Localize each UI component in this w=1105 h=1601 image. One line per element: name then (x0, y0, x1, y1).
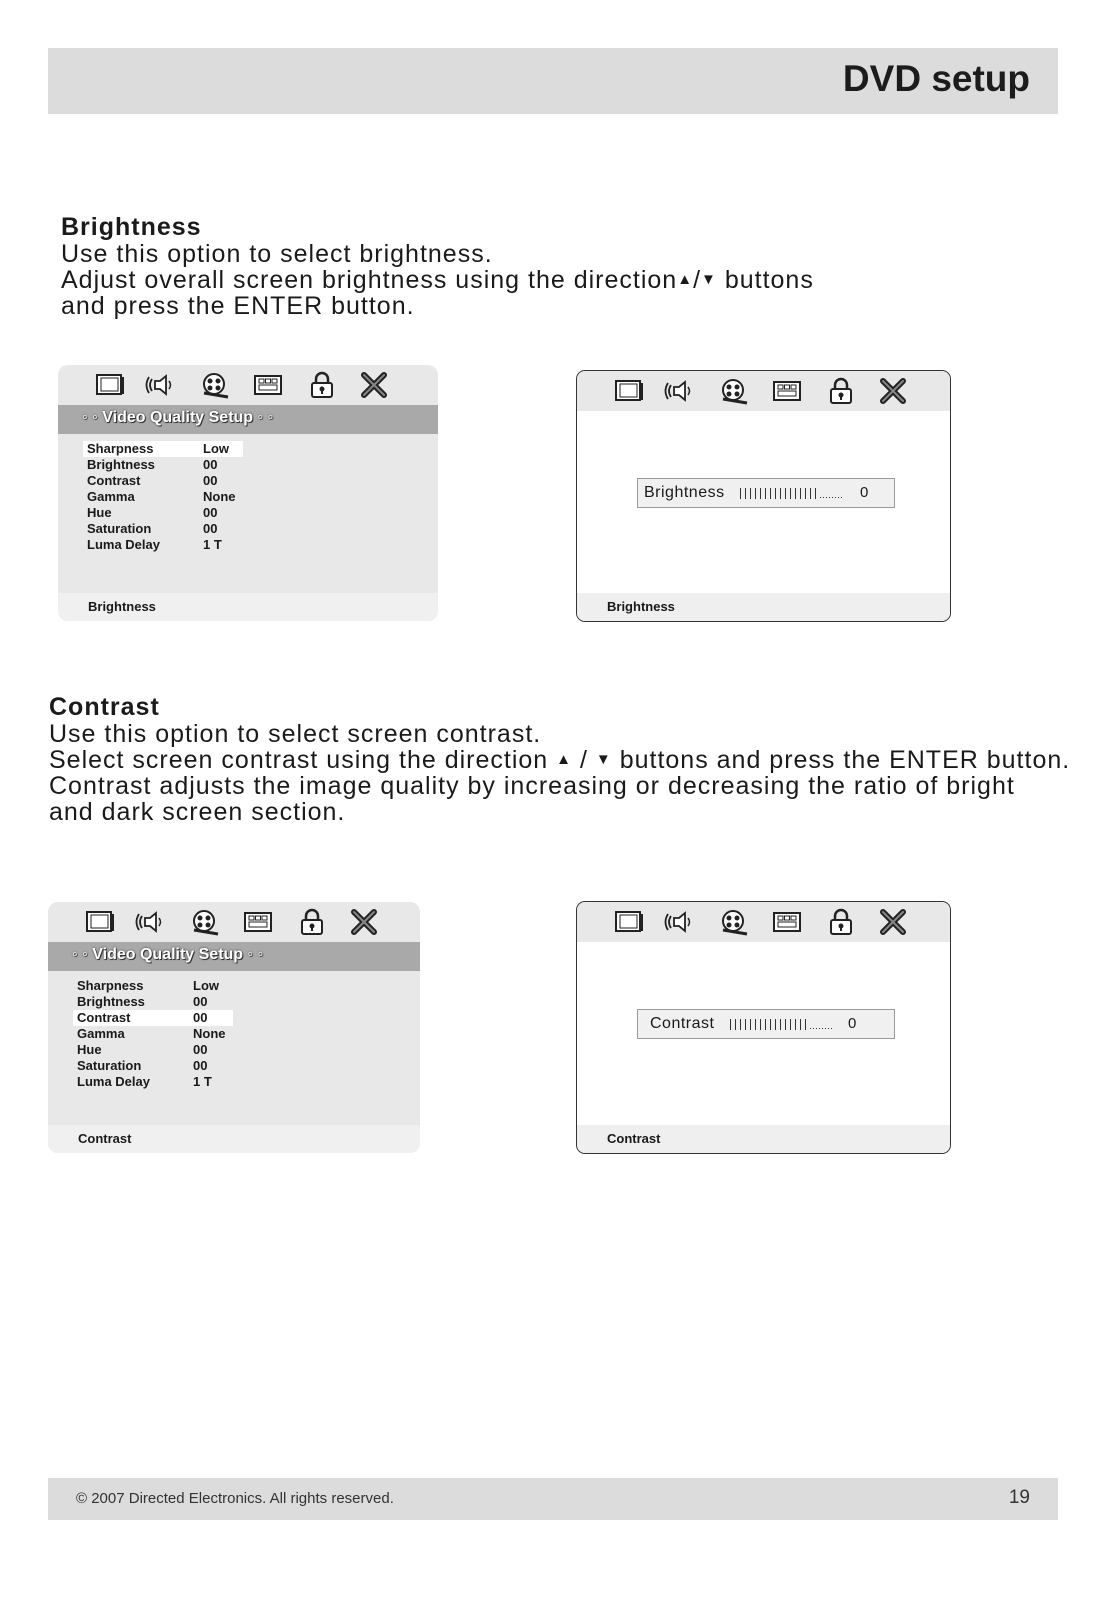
slider-dot (828, 1028, 829, 1029)
menu-row-label: Sharpness (77, 978, 144, 993)
slider-tick (795, 1019, 796, 1030)
brightness-slider[interactable] (637, 478, 895, 508)
slider-tick (745, 488, 746, 499)
slider-dot (838, 497, 839, 498)
slider-tick (770, 1019, 771, 1030)
menu-row-hue[interactable] (73, 1042, 233, 1058)
up-arrow-icon: ▲ (556, 751, 573, 768)
slider-tick (785, 1019, 786, 1030)
slider-tick (740, 1019, 741, 1030)
slider-tick (795, 488, 796, 499)
menu-row-value: 00 (203, 505, 218, 520)
osd-band-title: ◦ ◦ Video Quality Setup ◦ ◦ (72, 946, 264, 963)
slider-dot (831, 1028, 832, 1029)
slider-tick (815, 488, 816, 499)
menu-row-contrast[interactable] (83, 473, 243, 489)
menu-row-label: Luma Delay (87, 537, 160, 552)
brightness-line-2-text: Adjust overall screen brightness using the direction (61, 266, 678, 294)
down-arrow-icon: ▼ (595, 751, 612, 768)
menu-row-value: 00 (193, 994, 208, 1009)
slider-tick (800, 488, 801, 499)
slider-tick (785, 488, 786, 499)
brightness-line-1: Use this option to select brightness. (61, 240, 493, 268)
adjust-footer-label: Contrast (607, 1131, 661, 1146)
menu-row-label: Hue (87, 505, 112, 520)
tv-icon[interactable] (94, 371, 126, 401)
page-title: DVD setup (842, 58, 1030, 99)
slider-tick (735, 1019, 736, 1030)
slider-dot (826, 497, 827, 498)
speaker-icon[interactable] (135, 908, 167, 938)
slider-tick (745, 1019, 746, 1030)
slider-tick (750, 488, 751, 499)
panel-icon[interactable] (252, 371, 284, 401)
slider-dot (829, 497, 830, 498)
brightness-line-2-end: buttons (724, 266, 814, 294)
menu-row-saturation[interactable] (73, 1058, 233, 1074)
menu-row-saturation[interactable] (83, 521, 243, 537)
page-header (48, 48, 1058, 114)
speaker-icon[interactable] (664, 377, 696, 407)
osd-icon-bar (58, 365, 438, 405)
osd-footer (48, 1125, 420, 1153)
slider-tick (765, 488, 766, 499)
slider-dot (841, 497, 842, 498)
contrast-line-4: and dark screen section. (49, 798, 346, 826)
slider-label: Contrast (650, 1015, 715, 1032)
slider-tick (765, 1019, 766, 1030)
slider-tick (755, 1019, 756, 1030)
film-reel-icon[interactable] (718, 908, 750, 938)
menu-row-label: Luma Delay (77, 1074, 150, 1089)
brightness-line-3: and press the ENTER button. (61, 292, 415, 320)
osd-icon-bar (577, 902, 950, 942)
tv-icon[interactable] (84, 908, 116, 938)
slider-tick (750, 1019, 751, 1030)
slider-tick (775, 488, 776, 499)
osd-rows (73, 978, 233, 1090)
menu-row-label: Brightness (87, 457, 155, 472)
exit-x-icon[interactable] (348, 908, 380, 938)
film-reel-icon[interactable] (199, 371, 231, 401)
adjust-footer (577, 593, 950, 621)
slider-dot (819, 1028, 820, 1029)
menu-row-value: 00 (193, 1058, 208, 1073)
tv-icon[interactable] (613, 908, 645, 938)
menu-row-sharpness[interactable] (83, 441, 243, 457)
exit-x-icon[interactable] (877, 377, 909, 407)
brightness-line-2 (61, 267, 814, 293)
slider-tick (805, 1019, 806, 1030)
menu-row-label: Saturation (87, 521, 152, 536)
slider-tick (780, 488, 781, 499)
osd-band-title: ◦ ◦ Video Quality Setup ◦ ◦ (82, 409, 274, 426)
film-reel-icon[interactable] (189, 908, 221, 938)
copyright-text: © 2007 Directed Electronics. All rights reserved. (76, 1490, 394, 1507)
adjust-footer-label: Brightness (607, 599, 675, 614)
slider-tick (755, 488, 756, 499)
menu-row-gamma[interactable] (73, 1026, 233, 1042)
adjust-footer (577, 1125, 950, 1153)
speaker-icon[interactable] (664, 908, 696, 938)
down-arrow-icon: ▼ (701, 271, 717, 288)
page-number: 19 (1008, 1487, 1030, 1508)
menu-row-brightness[interactable] (73, 994, 233, 1010)
menu-row-value: 00 (203, 473, 218, 488)
slider-value: 0 (860, 484, 869, 501)
slider-label: Brightness (644, 484, 725, 501)
menu-row-value: 00 (203, 521, 218, 536)
slider-dot (810, 1028, 811, 1029)
osd-icon-bar (577, 371, 950, 411)
page-footer (48, 1478, 1058, 1520)
slider-tick (775, 1019, 776, 1030)
slider-tick (790, 1019, 791, 1030)
menu-row-label: Gamma (87, 489, 135, 504)
slider-tick (730, 1019, 731, 1030)
menu-row-value: Low (203, 441, 229, 456)
slider-tick (760, 1019, 761, 1030)
menu-row-sharpness[interactable] (73, 978, 233, 994)
menu-row-value: 1 T (203, 537, 222, 552)
slider-value: 0 (848, 1015, 857, 1032)
menu-row-value: None (203, 489, 236, 504)
slider-dot (823, 497, 824, 498)
adjust-panel-contrast (576, 901, 951, 1154)
menu-row-label: Gamma (77, 1026, 125, 1041)
osd-title-band (58, 405, 438, 434)
menu-row-gamma[interactable] (83, 489, 243, 505)
speaker-icon[interactable] (145, 371, 177, 401)
osd-rows (83, 441, 243, 553)
exit-x-icon[interactable] (877, 908, 909, 938)
slider-tick (810, 488, 811, 499)
slider-dot (832, 497, 833, 498)
lock-icon[interactable] (825, 908, 857, 938)
menu-row-value: Low (193, 978, 219, 993)
tv-icon[interactable] (613, 377, 645, 407)
contrast-line-2 (49, 747, 1070, 773)
slash: / (579, 746, 588, 774)
menu-row-value: None (193, 1026, 226, 1041)
slider-dot (825, 1028, 826, 1029)
menu-row-brightness[interactable] (83, 457, 243, 473)
contrast-line-2-end: buttons and press the ENTER button. (619, 746, 1071, 774)
slider-track (730, 1018, 834, 1030)
panel-icon[interactable] (242, 908, 274, 938)
slider-tick (740, 488, 741, 499)
osd-menu-brightness (58, 365, 438, 621)
osd-icon-bar (48, 902, 420, 942)
exit-x-icon[interactable] (358, 371, 390, 401)
slash: / (693, 266, 702, 294)
menu-row-value: 00 (203, 457, 218, 472)
menu-row-contrast[interactable] (73, 1010, 233, 1026)
contrast-slider[interactable] (637, 1009, 895, 1039)
panel-icon[interactable] (771, 908, 803, 938)
brightness-section (61, 214, 814, 319)
up-arrow-icon: ▲ (677, 271, 694, 288)
menu-row-hue[interactable] (83, 505, 243, 521)
osd-footer-label: Brightness (88, 599, 156, 614)
menu-row-value: 00 (193, 1010, 208, 1025)
menu-row-label: Brightness (77, 994, 145, 1009)
menu-row-luma-delay[interactable] (73, 1074, 233, 1090)
menu-row-luma-delay[interactable] (83, 537, 243, 553)
osd-title-band (48, 942, 420, 971)
slider-tick (805, 488, 806, 499)
menu-row-label: Contrast (77, 1010, 131, 1025)
brightness-heading: Brightness (61, 213, 202, 241)
osd-footer-label: Contrast (78, 1131, 132, 1146)
osd-menu-contrast (48, 902, 420, 1153)
slider-dot (822, 1028, 823, 1029)
osd-footer (58, 593, 438, 621)
adjust-panel-brightness (576, 370, 951, 622)
menu-row-label: Sharpness (87, 441, 154, 456)
menu-row-label: Saturation (77, 1058, 142, 1073)
slider-tick (770, 488, 771, 499)
slider-dot (816, 1028, 817, 1029)
slider-dot (820, 497, 821, 498)
menu-row-value: 00 (193, 1042, 208, 1057)
menu-row-label: Hue (77, 1042, 102, 1057)
slider-tick (760, 488, 761, 499)
slider-tick (800, 1019, 801, 1030)
lock-icon[interactable] (306, 371, 338, 401)
contrast-line-3: Contrast adjusts the image quality by increasing or decreasing the ratio of bright (49, 772, 1015, 800)
slider-dot (813, 1028, 814, 1029)
slider-tick (790, 488, 791, 499)
contrast-line-2-text: Select screen contrast using the direction (49, 746, 549, 774)
lock-icon[interactable] (825, 377, 857, 407)
contrast-section (49, 694, 1070, 825)
panel-icon[interactable] (771, 377, 803, 407)
lock-icon[interactable] (296, 908, 328, 938)
slider-track (740, 487, 844, 499)
slider-dot (835, 497, 836, 498)
slider-tick (780, 1019, 781, 1030)
contrast-line-1: Use this option to select screen contrast. (49, 720, 542, 748)
menu-row-value: 1 T (193, 1074, 212, 1089)
film-reel-icon[interactable] (718, 377, 750, 407)
menu-row-label: Contrast (87, 473, 141, 488)
contrast-heading: Contrast (49, 693, 160, 721)
